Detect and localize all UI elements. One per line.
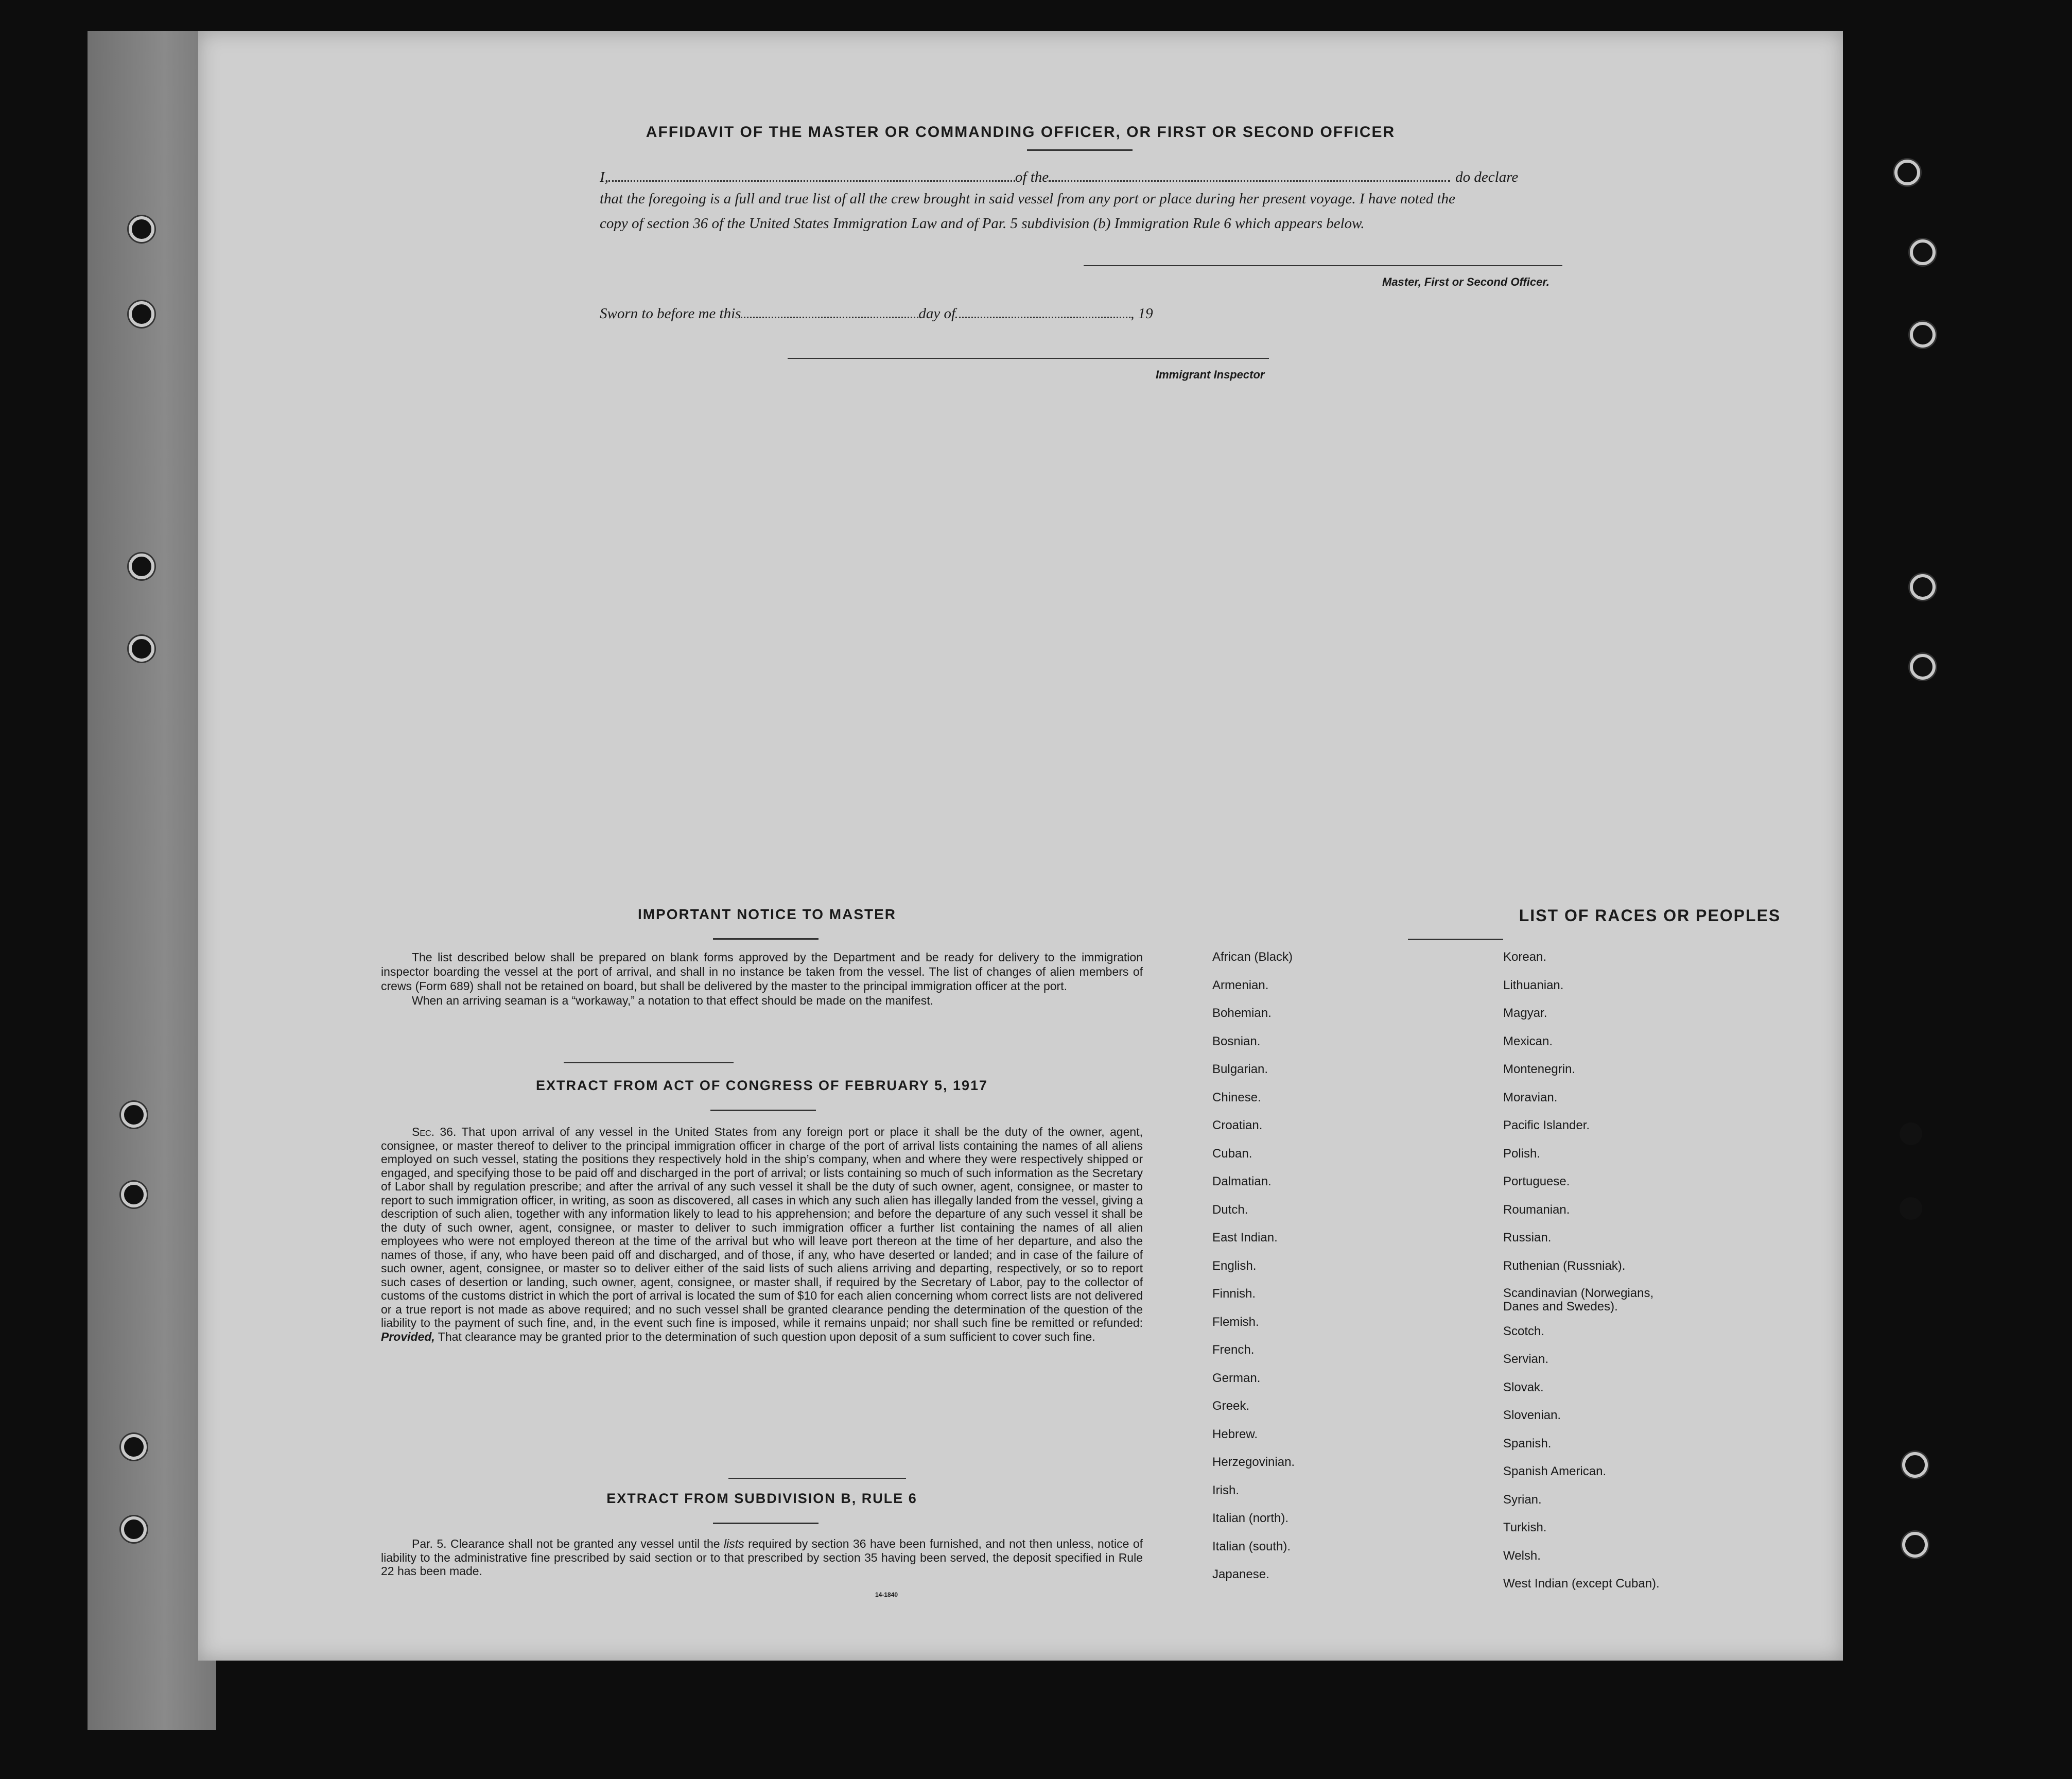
lists-word: lists bbox=[724, 1537, 744, 1550]
right-race-item: Servian. bbox=[1503, 1352, 1549, 1366]
left-race-item: Flemish. bbox=[1212, 1315, 1259, 1329]
binding-hole-icon bbox=[121, 1516, 147, 1542]
affidavit-line2: that the foregoing is a full and true list of all the crew brought in said vessel from any port or place during her present voyage. I have noted the bbox=[600, 191, 1455, 207]
binding-hole-icon bbox=[1910, 239, 1936, 265]
right-race-item: Ruthenian (Russniak). bbox=[1503, 1258, 1626, 1273]
sworn-start: Sworn to before me this bbox=[600, 305, 741, 322]
master-sig-label: Master, First or Second Officer. bbox=[1382, 275, 1549, 288]
sec-text: That upon arrival of any vessel in the United States from any foreign port or place it shall be the duty of the owner, agent, consignee, or master thereof to deliver to the principal immigration officer in charge of the port of arrival lists containing the names of all aliens employed on such vessel, stating the positions they respectively hold in the ship’s company, when and where they were respectively shipped or engaged, and specifying those to be paid off and discharged in the port of arrival; or lists containing so much of such information as the Secretary of Labor shall by regulation prescribe; and after the arrival of any such vessel it shall be the duty of such owner, agent, consignee, or master to report to such immigration officer, in writing, as soon as discovered, all cases in which any such alien has illegally landed from the vessel, giving a description of such alien, together with any information likely to lead to his apprehension; and before the departure of any such vessel it shall be the duty of such owner, agent, consignee, or master to deliver to such immigration officer a further list containing the names of all alien employees who were not employed thereon at the time of the arrival but who will leave port thereon at the time of her departure, and also the names of those, if any, who have been paid off and discharged, and of those, if any, who have deserted or landed; and in case of the failure of such owner, agent, consignee, or master so to deliver either of the said lists of such aliens arriving and departing, respectively, or so to report such cases of desertion or landing, such owner, agent, consignee, or master shall, if required by the Secretary of Labor, pay to the collector of customs of the customs district in which the port of arrival is located the sum of $10 for each alien concerning whom correct lists are not delivered or a true report is not made as above required; and no such vessel shall be granted clearance pending the determination of the question of the liability to the payment of such fine, and, in the event such fine is imposed, while it remains unpaid; nor shall such fine be remitted or refunded: bbox=[381, 1125, 1143, 1329]
binding-hole-icon bbox=[1910, 654, 1936, 680]
binding-hole-icon bbox=[1900, 1197, 1922, 1220]
left-race-item: Bohemian. bbox=[1212, 1006, 1272, 1020]
right-race-item: Pacific Islander. bbox=[1503, 1118, 1590, 1132]
left-race-item: Herzegovinian. bbox=[1212, 1455, 1295, 1469]
right-race-item: Slovenian. bbox=[1503, 1408, 1561, 1422]
right-race-item: Korean. bbox=[1503, 950, 1547, 964]
right-race-item: Scandinavian (Norwegians, Danes and Swedes). bbox=[1503, 1286, 1654, 1314]
left-race-item: Dutch. bbox=[1212, 1202, 1248, 1217]
left-race-item: Greek. bbox=[1212, 1399, 1250, 1413]
left-race-item: Cuban. bbox=[1212, 1146, 1252, 1161]
left-race-item: German. bbox=[1212, 1371, 1261, 1385]
notice-title-rule bbox=[713, 938, 819, 940]
left-race-item: African (Black) bbox=[1212, 950, 1293, 964]
left-race-item: English. bbox=[1212, 1258, 1257, 1273]
right-race-item: Turkish. bbox=[1503, 1521, 1547, 1534]
left-race-item: Hebrew. bbox=[1212, 1427, 1258, 1441]
right-race-item: West Indian (except Cuban). bbox=[1503, 1577, 1660, 1591]
inspector-label: Immigrant Inspector bbox=[1156, 368, 1265, 381]
left-race-item: French. bbox=[1212, 1343, 1255, 1357]
provided-word: Provided, bbox=[381, 1329, 435, 1343]
notice-title: IMPORTANT NOTICE TO MASTER bbox=[637, 906, 897, 922]
extract-act-end-rule bbox=[728, 1478, 906, 1479]
races-left-column bbox=[1212, 950, 1480, 1630]
right-race-item: Roumanian. bbox=[1503, 1202, 1570, 1217]
left-race-item: Italian (south). bbox=[1212, 1539, 1291, 1553]
inspector-signature-line bbox=[788, 358, 1269, 359]
sworn-day: day of bbox=[918, 305, 956, 322]
right-race-item: Portuguese. bbox=[1503, 1175, 1570, 1188]
affidavit-line1-end: do declare bbox=[1455, 169, 1519, 185]
form-code: 14-1840 bbox=[875, 1591, 898, 1598]
under-sheet bbox=[88, 31, 216, 1730]
right-race-item: Welsh. bbox=[1503, 1548, 1541, 1563]
sworn-day-blank bbox=[741, 301, 918, 318]
extract-act-text bbox=[381, 1125, 1143, 1343]
binding-hole-icon bbox=[121, 1434, 147, 1460]
binding-hole-icon bbox=[1910, 574, 1936, 600]
affidavit-line1 bbox=[600, 165, 1768, 186]
left-race-item: Irish. bbox=[1212, 1483, 1240, 1497]
notice-text bbox=[381, 950, 1143, 1008]
sec-text-end: That clearance may be granted prior to the determination of such question upon deposit of a sum sufficient to cover such fine. bbox=[438, 1329, 1095, 1343]
left-race-item: Bosnian. bbox=[1212, 1034, 1261, 1048]
notice-para1: The list described below shall be prepared on blank forms approved by the Department and be ready for delivery to the immigration inspector boarding the vessel at the port of arrival, and shall in no instance be taken from the vessel. The list of changes of alien members of crews (Form 689) shall not be retained on board, but shall be delivered by the master to the principal immigration officer at the port. bbox=[381, 951, 1143, 993]
binding-hole-icon bbox=[129, 554, 154, 579]
notice-para2: When an arriving seaman is a “workaway,” a notation to that effect should be made on the manifest. bbox=[412, 994, 933, 1007]
right-race-item: Syrian. bbox=[1503, 1492, 1542, 1507]
affidavit-title-rule bbox=[1027, 149, 1133, 151]
sworn-month-blank bbox=[955, 301, 1130, 318]
affidavit-title: AFFIDAVIT OF THE MASTER OR COMMANDING OFFICER, OR FIRST OR SECOND OFFICER bbox=[646, 124, 1396, 141]
rule-text-b: required by section 36 have been furnished, and not then unless, notice of liability to the administrative fine prescribed by said section or to that prescribed by section 35 having been served, the deposit specified in Rule 22 has been made. bbox=[381, 1537, 1143, 1578]
left-race-item: East Indian. bbox=[1212, 1231, 1278, 1245]
binding-hole-icon bbox=[1900, 1122, 1922, 1145]
left-race-item: Chinese. bbox=[1212, 1090, 1261, 1104]
binding-hole-icon bbox=[1894, 160, 1920, 185]
races-title-rule bbox=[1408, 939, 1503, 940]
right-race-item: Magyar. bbox=[1503, 1006, 1547, 1020]
affidavit-line1-start: I, bbox=[600, 169, 608, 185]
left-race-item: Dalmatian. bbox=[1212, 1175, 1272, 1188]
extract-act-title-rule bbox=[710, 1110, 816, 1111]
binding-hole-icon bbox=[121, 1102, 147, 1128]
sworn-year: , 19 bbox=[1130, 305, 1153, 322]
right-race-item: Moravian. bbox=[1503, 1090, 1558, 1104]
left-race-item: Armenian. bbox=[1212, 978, 1269, 992]
affidavit-line1-of: of the bbox=[1015, 169, 1049, 185]
right-race-item: Montenegrin. bbox=[1503, 1062, 1576, 1076]
binding-hole-icon bbox=[129, 636, 154, 662]
races-title: LIST OF RACES OR PEOPLES bbox=[1519, 906, 1781, 925]
right-race-item: Russian. bbox=[1503, 1231, 1552, 1245]
extract-rule-text bbox=[381, 1537, 1143, 1578]
left-race-item: Japanese. bbox=[1212, 1567, 1269, 1581]
rule-text-a: Par. 5. Clearance shall not be granted any vessel until the bbox=[412, 1537, 720, 1550]
right-race-item: Polish. bbox=[1503, 1146, 1541, 1161]
races-right-column bbox=[1503, 950, 1838, 1630]
right-race-item: Slovak. bbox=[1503, 1380, 1544, 1394]
right-race-item: Lithuanian. bbox=[1503, 978, 1564, 992]
binding-hole-icon bbox=[129, 216, 154, 242]
left-race-item: Bulgarian. bbox=[1212, 1062, 1268, 1076]
extract-act-title: EXTRACT FROM ACT OF CONGRESS OF FEBRUARY 5, 1917 bbox=[535, 1078, 988, 1093]
document-sheet bbox=[198, 31, 1843, 1661]
notice-end-rule bbox=[564, 1062, 734, 1063]
binding-hole-icon bbox=[1902, 1452, 1928, 1478]
name-blank bbox=[608, 165, 1015, 182]
vessel-blank bbox=[1049, 165, 1450, 182]
binding-hole-icon bbox=[1902, 1532, 1928, 1558]
master-signature-line bbox=[1084, 265, 1562, 266]
left-race-item: Croatian. bbox=[1212, 1118, 1263, 1132]
affidavit-line3: copy of section 36 of the United States Immigration Law and of Par. 5 subdivision (b) Immigration Rule 6 which appears below. bbox=[600, 215, 1365, 232]
right-race-item: Scotch. bbox=[1503, 1324, 1545, 1338]
extract-rule-title: EXTRACT FROM SUBDIVISION B, RULE 6 bbox=[606, 1491, 917, 1506]
right-race-item: Mexican. bbox=[1503, 1034, 1553, 1048]
sec-label: Sec. 36. bbox=[412, 1125, 457, 1138]
binding-hole-icon bbox=[121, 1182, 147, 1207]
binding-hole-icon bbox=[129, 301, 154, 327]
extract-rule-title-rule bbox=[713, 1523, 819, 1524]
binding-hole-icon bbox=[1910, 322, 1936, 348]
right-race-item: Spanish American. bbox=[1503, 1464, 1607, 1478]
right-race-item: Spanish. bbox=[1503, 1436, 1552, 1450]
left-race-item: Finnish. bbox=[1212, 1287, 1256, 1301]
left-race-item: Italian (north). bbox=[1212, 1511, 1289, 1525]
sworn-line bbox=[600, 301, 1153, 322]
